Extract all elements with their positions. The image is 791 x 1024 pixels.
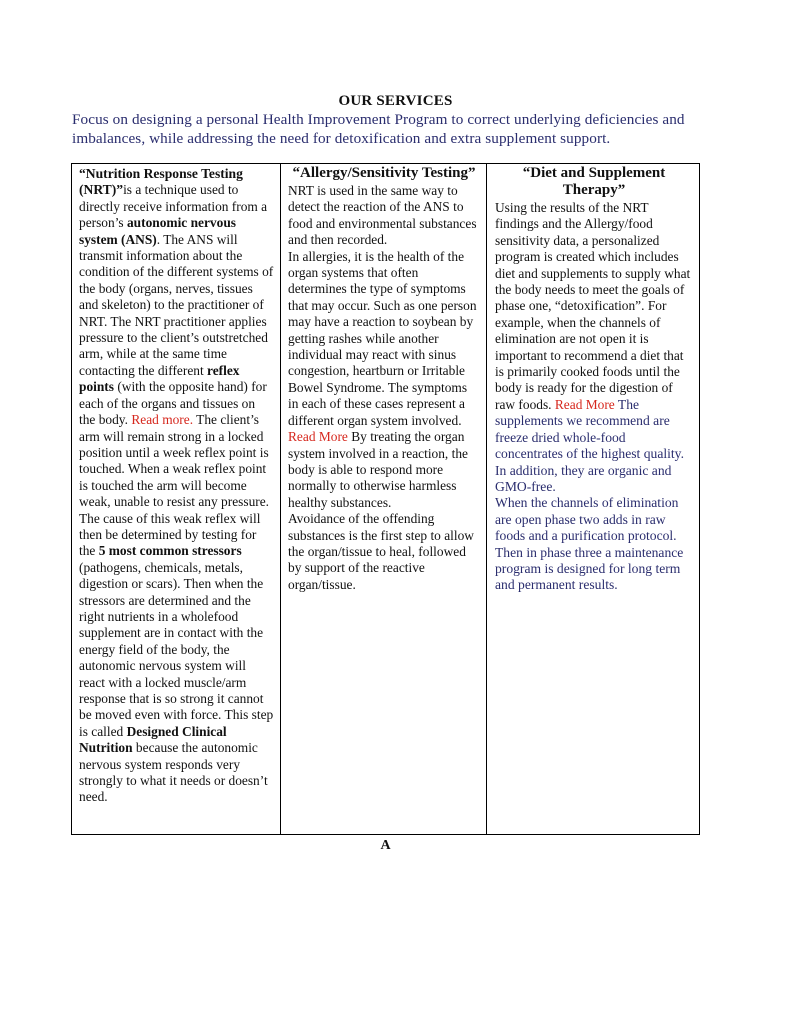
services-table xyxy=(71,163,700,835)
column-title-allergy: “Allergy/Sensitivity Testing” xyxy=(292,165,476,181)
nrt-bold-designed: Designed Clinical Nutrition xyxy=(79,723,227,756)
page-title: OUR SERVICES xyxy=(338,93,453,109)
diet-text-3: When the channels of elimination are open phase two adds in raw foods and a purification protocol. Then in phase three a maintenance program is designed for long term and permanent results. xyxy=(495,495,684,593)
allergy-paragraph-2 xyxy=(288,249,480,512)
footer-label: A xyxy=(380,838,391,853)
allergy-text-1: NRT is used in the same way to detect the reaction of the ANS to food and environmental substances and then recorded. xyxy=(288,183,477,248)
nrt-text-3: (with the opposite hand) for each of the organs and tissues on the body. xyxy=(79,379,267,428)
column-title-nrt: “Nutrition Response Testing (NRT)” xyxy=(79,166,243,198)
nrt-bold-reflex: reflex points xyxy=(79,362,240,395)
nrt-bold-stressors: 5 most common stressors xyxy=(98,543,242,559)
intro-text: Focus on designing a personal Health Improvement Program to correct underlying deficiencies and imbalances, while addressing the need for detoxification and extra supplement support. xyxy=(72,111,685,147)
allergy-text-3: By treating the organ system involved in a reaction, the body is able to respond more normally to otherwise harmless healthy substances. xyxy=(288,429,468,510)
nrt-read-more-link[interactable]: Read more. xyxy=(131,412,194,428)
nrt-text-4: The client’s arm will remain strong in a locked position until a week reflex point is touched. When a weak reflex point is touched the arm will become weak, unable to resist any pressure. The cause of this weak reflex will then be determined by testing for the xyxy=(79,412,270,559)
nrt-text-2: . The ANS will transmit information about the condition of the different systems of the body (organs, nerves, tissues and skeleton) to the practitioner of NRT. The NRT practitioner applies pressure to the client’s outstretched arm, while at the same time contacting the different xyxy=(79,231,274,378)
nrt-bold-ans: autonomic nervous system (ANS) xyxy=(79,215,236,247)
diet-paragraph-1 xyxy=(495,200,693,495)
nrt-text-5: (pathogens, chemicals, metals, digestion or scars). Then when the stressors are determined and the right nutrients in a wholefood supplement are in contact with the energy field of the body, the autonomic nervous system will react with a locked muscle/arm response that is so strong it cannot be moved even with force. This step is called xyxy=(79,559,274,739)
diet-text-1: Using the results of the NRT findings and the Allergy/food sensitivity data, a personalized program is created which includes diet and supplements to supply what the body needs to meet the goals of phase one, “detoxification”. For example, when the channels of elimination are not open it is important to recommend a diet that is primarily cooked foods until the body is ready for the digestion of raw foods. xyxy=(495,200,691,412)
allergy-text-4: Avoidance of the offending substances is the first step to allow the organ/tissue to heal, followed by support of the reactive organ/tissue. xyxy=(288,511,474,592)
column-nrt xyxy=(72,164,281,834)
column-diet xyxy=(487,164,699,834)
allergy-text-2: In allergies, it is the health of the organ systems that often determines the type of symptoms that may occur. Such as one person may have a reaction to soybean by getting rashes while another individual may react with sinus congestion, heartburn or Irritable Bowel Syndrome. The symptoms in each of these cases represent a different organ system involved. xyxy=(288,248,477,428)
column-allergy xyxy=(281,164,487,834)
nrt-text-6: because the autonomic nervous system responds very strongly to what it needs or doesn’t need. xyxy=(79,740,268,805)
diet-read-more-link[interactable]: Read More xyxy=(554,396,615,412)
nrt-text-1: is a technique used to directly receive information from a person’s xyxy=(79,182,268,231)
diet-text-2: The supplements we recommend are freeze dried whole-food concentrates of the highest quality. In addition, they are organic and GMO-free. xyxy=(495,396,684,494)
allergy-read-more-link[interactable]: Read More xyxy=(288,429,348,445)
column-title-diet: “Diet and Supplement Therapy” xyxy=(522,165,666,198)
